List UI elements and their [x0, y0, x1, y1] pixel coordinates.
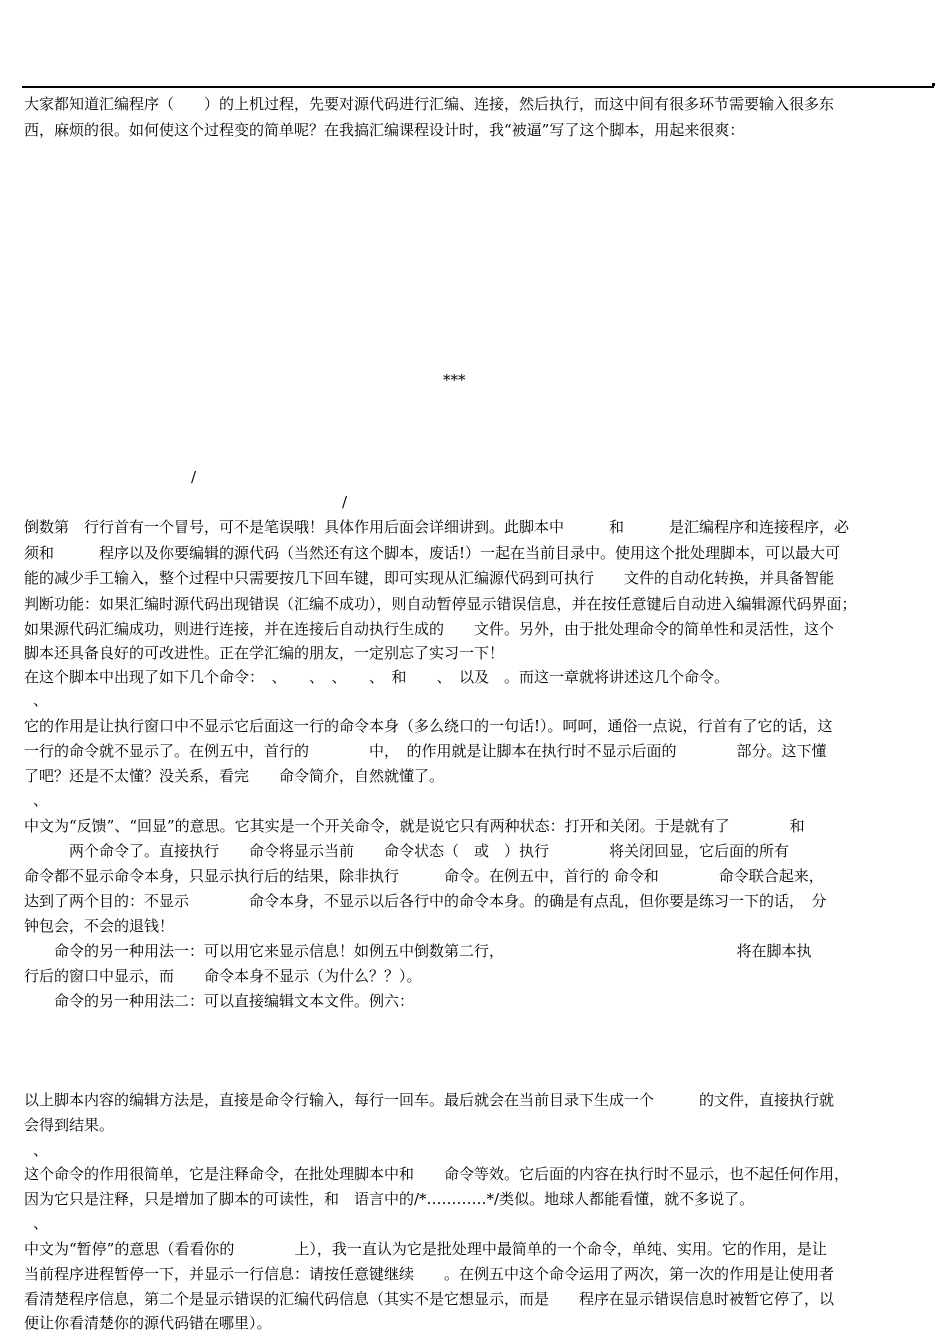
- text-line: 命令都不显示命令本身，只显示执行后的结果，除非执行 命令。在例五中，首行的 命令和 命令联合起来，: [24, 867, 824, 885]
- text-line: 倒数第 行行首有一个冒号，可不是笔误哦！具体作用后面会详细讲到。此脚本中 和 是汇编程序和连接程序，必: [24, 518, 850, 536]
- text-line: 看清楚程序信息，第二个是显示错误的汇编代码信息（其实不是它想显示，而是 程序在显示错误信息时被暂它停了，以: [24, 1290, 835, 1308]
- bullet-at: 、: [33, 691, 49, 709]
- text-line: 命令的另一种用法二：可以直接编辑文本文件。例六：: [24, 992, 415, 1010]
- text-line: 这个命令的作用很简单，它是注释命令，在批处理脚本中和 命令等效。它后面的内容在执行时不显示，也不起任何作用，: [24, 1165, 850, 1183]
- header-rule: [22, 86, 934, 88]
- text-line: 一行的命令就不显示了。在例五中，首行的 中， 的作用就是让脚本在执行时不显示后面的 部分。这下懂: [24, 742, 827, 760]
- text-line: 它的作用是让执行窗口中不显示它后面这一行的命令本身（多么绕口的一句话!）。呵呵，通俗一点说，行首有了它的话，这: [24, 717, 833, 735]
- corner-dot: [932, 83, 935, 86]
- intro-line-1: 大家都知道汇编程序（ ）的上机过程，先要对源代码进行汇编、连接，然后执行，而这中间有很多环节需要输入很多东: [24, 95, 835, 113]
- text-line: 会得到结果。: [24, 1116, 115, 1134]
- text-line: 中文为“反馈”、“回显”的意思。它其实是一个开关命令，就是说它只有两种状态：打开和关闭。于是就有了 和: [24, 817, 805, 835]
- text-line: 了吧？还是不太懂？没关系，看完 命令简介，自然就懂了。: [24, 767, 445, 785]
- text-line: 当前程序进程暂停一下，并显示一行信息：请按任意键继续 。在例五中这个命令运用了两次，第一次的作用是让使用者: [24, 1265, 835, 1283]
- text-line: 能的减少手工输入，整个过程中只需要按几下回车键，即可实现从汇编源代码到可执行 文件的自动化转换，并具备智能: [24, 569, 835, 587]
- stars-mark: ***: [443, 371, 466, 389]
- bullet-pause: 、: [33, 1214, 49, 1232]
- slash-mark-2: /: [342, 493, 348, 511]
- text-line: 判断功能：如果汇编时源代码出现错误（汇编不成功），则自动暂停显示错误信息，并在按任意键后自动进入编辑源代码界面；: [24, 595, 857, 613]
- text-line: 达到了两个目的：不显示 命令本身，不显示以后各行中的命令本身。的确是有点乱，但你要是练习一下的话， 分: [24, 892, 827, 910]
- text-line: 须和 程序以及你要编辑的源代码（当然还有这个脚本，废话!）一起在当前目录中。使用这个批处理脚本，可以最大可: [24, 544, 841, 562]
- text-line: 中文为“暂停”的意思（看看你的 上），我一直认为它是批处理中最简单的一个命令，单纯、实用。它的作用，是让: [24, 1240, 827, 1258]
- intro-line-2: 西，麻烦的很。如何使这个过程变的简单呢？在我搞汇编课程设计时，我“被逼”写了这个脚本，用起来很爽：: [24, 121, 745, 139]
- text-line: 两个命令了。直接执行 命令将显示当前 命令状态（ 或 ）执行 将关闭回显，它后面的所有: [24, 842, 790, 860]
- text-line: 便让你看清楚你的源代码错在哪里）。: [24, 1314, 272, 1332]
- text-line: 因为它只是注释，只是增加了脚本的可读性，和 语言中的/*…………*/类似。地球人都能看懂，就不多说了。: [24, 1190, 755, 1208]
- bullet-rem: 、: [33, 1141, 49, 1159]
- text-line: 脚本还具备良好的可改进性。正在学汇编的朋友，一定别忘了实习一下！: [24, 644, 505, 662]
- commands-intro: 在这个脚本中出现了如下几个命令： 、 、 、 、 和 、 以及 。而这一章就将讲述这几个命令。: [24, 668, 730, 686]
- text-line: 钟包会，不会的退钱！: [24, 917, 175, 935]
- text-line: 如果源代码汇编成功，则进行连接，并在连接后自动执行生成的 文件。另外，由于批处理命令的简单性和灵活性，这个: [24, 620, 835, 638]
- slash-mark-1: /: [191, 468, 197, 486]
- bullet-echo: 、: [33, 791, 49, 809]
- text-line: 命令的另一种用法一：可以用它来显示信息！如例五中倒数第二行， 将在脚本执: [24, 942, 812, 960]
- text-line: 以上脚本内容的编辑方法是，直接是命令行输入，每行一回车。最后就会在当前目录下生成一个 的文件，直接执行就: [24, 1091, 835, 1109]
- text-line: 行后的窗口中显示，而 命令本身不显示（为什么？？）。: [24, 967, 422, 985]
